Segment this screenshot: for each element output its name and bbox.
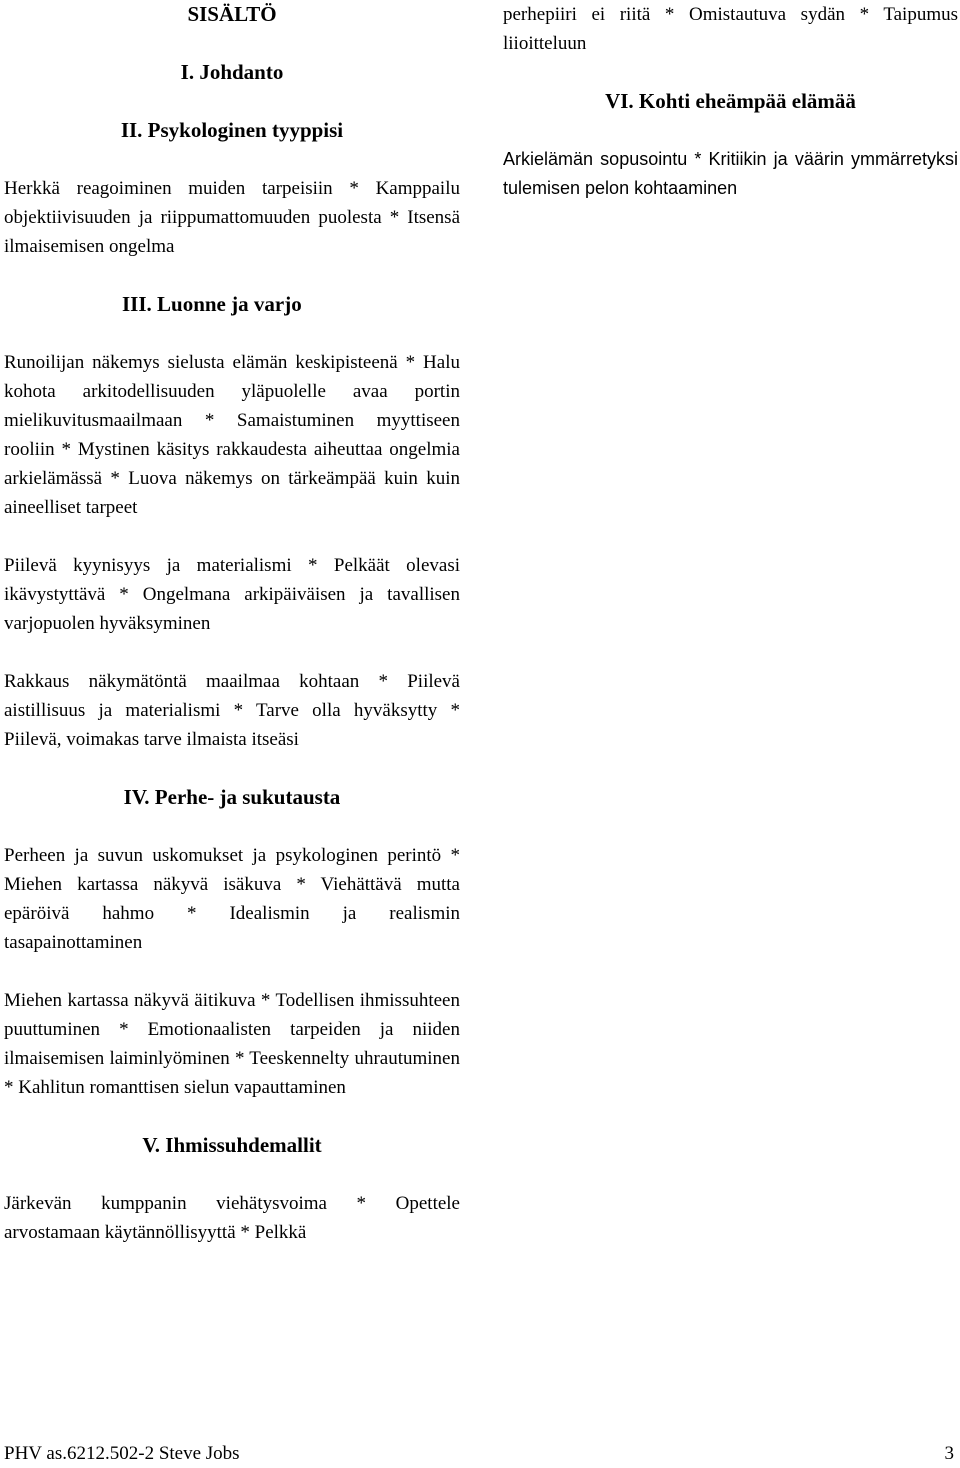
footer-page-number: 3	[944, 1443, 954, 1464]
section-paragraph: Arkielämän sopusointu * Kritiikin ja väärin ymmärretyksi tulemisen pelon kohtaaminen	[503, 149, 958, 198]
section-paragraph: Runoilijan näkemys sielusta elämän keskipisteenä * Halu kohota arkitodellisuuden yläpuolelle avaa portin mielikuvitusmaailmaan * Samaistuminen myyttiseen rooliin * Mystinen käsitys rakkaudesta aiheuttaa ongelmia arkielämässä * Luova näkemys on tärkeämpää kuin kuin aineelliset tarpeet	[4, 352, 460, 518]
section-paragraph-continuation: perhepiiri ei riitä * Omistautuva sydän * Taipumus liioitteluun	[503, 4, 958, 54]
right-column	[503, 0, 958, 232]
page-footer	[4, 1440, 954, 1468]
footer-document-id: PHV as.6212.502-2 Steve Jobs	[4, 1443, 240, 1464]
section-heading-kohti-eheampaa-elamaa: VI. Kohti eheämpää elämää	[605, 89, 856, 113]
section-paragraph: Perheen ja suvun uskomukset ja psykologinen perintö * Miehen kartassa näkyvä isäkuva * Viehättävä mutta epäröivä hahmo * Idealismin ja realismin tasapainottaminen	[4, 845, 460, 953]
toc-title: SISÄLTÖ	[187, 2, 277, 26]
section-heading-johdanto: I. Johdanto	[180, 60, 284, 84]
section-paragraph: Piilevä kyynisyys ja materialismi * Pelkäät olevasi ikävystyttävä * Ongelmana arkipäiväisen ja tavallisen varjopuolen hyväksyminen	[4, 555, 460, 634]
section-paragraph: Järkevän kumppanin viehätysvoima * Opettele arvostamaan käytännöllisyyttä * Pelkkä	[4, 1193, 460, 1243]
left-column	[4, 0, 460, 1276]
section-paragraph: Rakkaus näkymätöntä maailmaa kohtaan * Piilevä aistillisuus ja materialismi * Tarve olla hyväksytty * Piilevä, voimakas tarve ilmaista itseäsi	[4, 671, 460, 750]
section-heading-perhe-ja-sukutausta: IV. Perhe- ja sukutausta	[123, 785, 341, 809]
section-heading-psykologinen-tyyppisi: II. Psykologinen tyyppisi	[120, 118, 344, 142]
section-paragraph: Miehen kartassa näkyvä äitikuva * Todellisen ihmissuhteen puuttuminen * Emotionaalisten tarpeiden ja niiden ilmaisemisen laiminlyöminen * Teeskennelty uhrautuminen * Kahlitun romanttisen sielun vapauttaminen	[4, 990, 460, 1098]
section-paragraph: Herkkä reagoiminen muiden tarpeisiin * Kamppailu objektiivisuuden ja riippumattomuuden puolesta * Itsensä ilmaisemisen ongelma	[4, 178, 460, 257]
section-heading-luonne-ja-varjo: III. Luonne ja varjo	[122, 292, 302, 316]
section-heading-ihmissuhdemallit: V. Ihmissuhdemallit	[142, 1133, 322, 1157]
